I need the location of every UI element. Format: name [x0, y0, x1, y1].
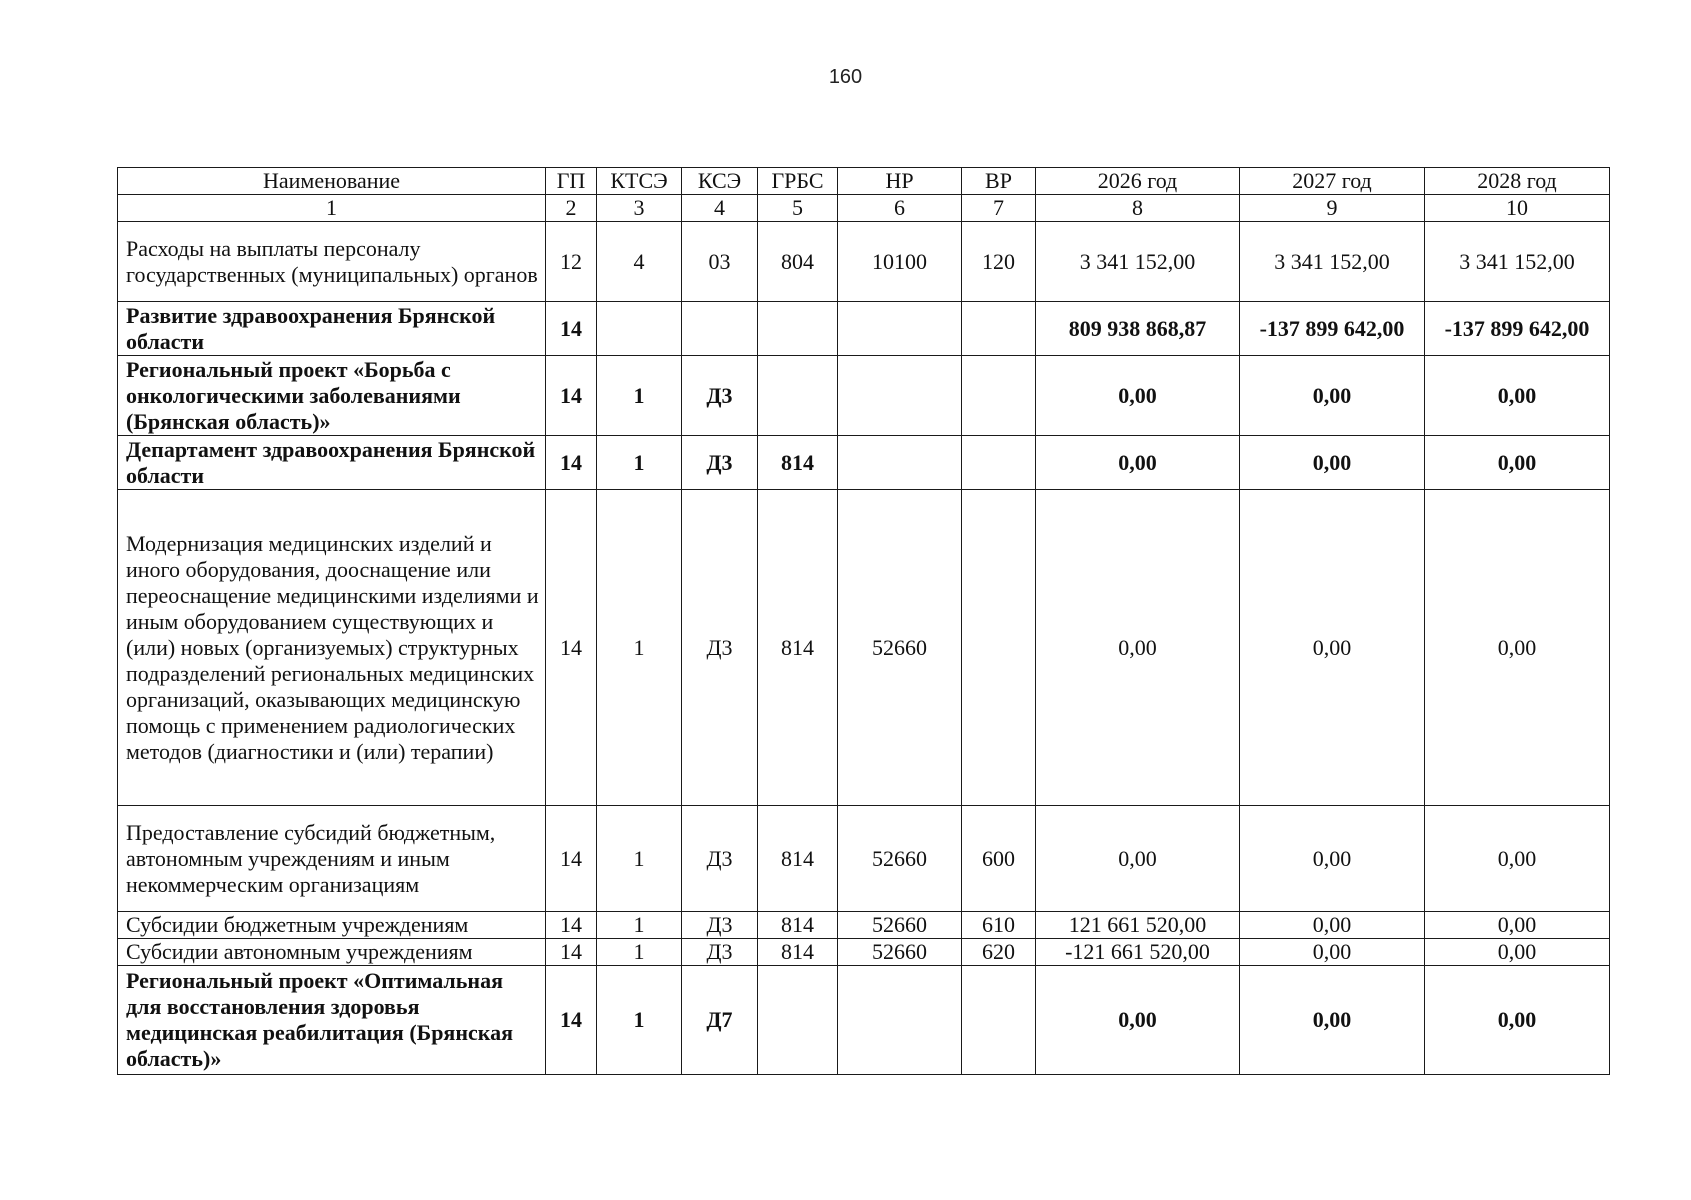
cell-2028: 3 341 152,00	[1425, 222, 1610, 302]
cell-2027: 0,00	[1240, 490, 1425, 806]
header-2026: 2026 год	[1036, 168, 1240, 195]
table-row	[118, 436, 1610, 490]
header-vr: ВР	[962, 168, 1036, 195]
header-ktse: КТСЭ	[597, 168, 682, 195]
cell-vr	[962, 356, 1036, 436]
budget-table	[117, 167, 1610, 1075]
cell-vr: 620	[962, 939, 1036, 966]
cell-2027: 0,00	[1240, 356, 1425, 436]
header-kse: КСЭ	[682, 168, 758, 195]
table-row	[118, 222, 1610, 302]
cell-ktse: 1	[597, 939, 682, 966]
column-number: 7	[962, 195, 1036, 222]
cell-name: Субсидии бюджетным учреждениям	[118, 912, 546, 939]
column-number: 5	[758, 195, 838, 222]
cell-name: Региональный проект «Борьба с онкологическими заболеваниями (Брянская область)»	[118, 356, 546, 436]
cell-nr: 52660	[838, 490, 962, 806]
cell-kse: Д3	[682, 356, 758, 436]
cell-grbs: 814	[758, 490, 838, 806]
cell-gp: 14	[546, 966, 597, 1075]
cell-grbs: 804	[758, 222, 838, 302]
cell-gp: 14	[546, 490, 597, 806]
cell-grbs: 814	[758, 806, 838, 912]
cell-gp: 14	[546, 806, 597, 912]
cell-2027: -137 899 642,00	[1240, 302, 1425, 356]
table-row	[118, 490, 1610, 806]
cell-2028: 0,00	[1425, 966, 1610, 1075]
cell-name: Департамент здравоохранения Брянской области	[118, 436, 546, 490]
cell-2028: -137 899 642,00	[1425, 302, 1610, 356]
header-grbs: ГРБС	[758, 168, 838, 195]
cell-2027: 0,00	[1240, 939, 1425, 966]
page-number: 160	[828, 66, 863, 88]
column-number: 10	[1425, 195, 1610, 222]
cell-ktse: 4	[597, 222, 682, 302]
header-name: Наименование	[118, 168, 546, 195]
cell-grbs: 814	[758, 912, 838, 939]
cell-2028: 0,00	[1425, 436, 1610, 490]
cell-grbs	[758, 302, 838, 356]
column-numbers-row	[118, 195, 1610, 222]
cell-grbs: 814	[758, 939, 838, 966]
table-row	[118, 939, 1610, 966]
cell-gp: 14	[546, 436, 597, 490]
cell-vr: 120	[962, 222, 1036, 302]
header-2028: 2028 год	[1425, 168, 1610, 195]
cell-2028: 0,00	[1425, 806, 1610, 912]
cell-2026: 0,00	[1036, 436, 1240, 490]
column-number: 2	[546, 195, 597, 222]
cell-gp: 14	[546, 912, 597, 939]
cell-gp: 12	[546, 222, 597, 302]
cell-name: Региональный проект «Оптимальная для восстановления здоровья медицинская реабилитация (Брянская область)»	[118, 966, 546, 1075]
table-row	[118, 806, 1610, 912]
cell-2026: 0,00	[1036, 806, 1240, 912]
cell-2028: 0,00	[1425, 356, 1610, 436]
table-header	[118, 168, 1610, 195]
cell-2028: 0,00	[1425, 939, 1610, 966]
cell-2026: 0,00	[1036, 966, 1240, 1075]
cell-kse: Д3	[682, 806, 758, 912]
cell-2026: 121 661 520,00	[1036, 912, 1240, 939]
cell-vr	[962, 436, 1036, 490]
cell-name: Субсидии автономным учреждениям	[118, 939, 546, 966]
cell-name: Развитие здравоохранения Брянской области	[118, 302, 546, 356]
table-row	[118, 966, 1610, 1075]
cell-kse	[682, 302, 758, 356]
cell-nr	[838, 356, 962, 436]
cell-kse: Д3	[682, 912, 758, 939]
cell-kse: Д7	[682, 966, 758, 1075]
cell-2026: 0,00	[1036, 490, 1240, 806]
table-row	[118, 356, 1610, 436]
cell-2026: 0,00	[1036, 356, 1240, 436]
column-number: 8	[1036, 195, 1240, 222]
cell-gp: 14	[546, 302, 597, 356]
cell-2027: 0,00	[1240, 436, 1425, 490]
cell-grbs	[758, 356, 838, 436]
cell-vr	[962, 490, 1036, 806]
cell-2027: 0,00	[1240, 966, 1425, 1075]
cell-nr	[838, 436, 962, 490]
cell-2026: -121 661 520,00	[1036, 939, 1240, 966]
cell-2026: 809 938 868,87	[1036, 302, 1240, 356]
cell-grbs	[758, 966, 838, 1075]
cell-kse: 03	[682, 222, 758, 302]
cell-vr	[962, 302, 1036, 356]
cell-2028: 0,00	[1425, 490, 1610, 806]
cell-vr: 600	[962, 806, 1036, 912]
cell-name: Расходы на выплаты персоналу государственных (муниципальных) органов	[118, 222, 546, 302]
cell-nr: 52660	[838, 806, 962, 912]
cell-ktse: 1	[597, 806, 682, 912]
cell-2028: 0,00	[1425, 912, 1610, 939]
cell-nr: 52660	[838, 939, 962, 966]
cell-ktse: 1	[597, 436, 682, 490]
cell-ktse	[597, 302, 682, 356]
cell-kse: Д3	[682, 939, 758, 966]
header-row	[118, 168, 1610, 195]
cell-ktse: 1	[597, 966, 682, 1075]
cell-2027: 3 341 152,00	[1240, 222, 1425, 302]
cell-ktse: 1	[597, 356, 682, 436]
header-gp: ГП	[546, 168, 597, 195]
cell-name: Модернизация медицинских изделий и иного оборудования, дооснащение или переоснащение медицинскими изделиями и иным оборудованием существующих и (или) новых (организуемых) структурных подразделений региональных медицинских организаций, оказывающих медицинскую помощь с применением радиологических методов (диагностики и (или) терапии)	[118, 490, 546, 806]
column-number: 1	[118, 195, 546, 222]
cell-kse: Д3	[682, 436, 758, 490]
cell-2027: 0,00	[1240, 806, 1425, 912]
cell-2027: 0,00	[1240, 912, 1425, 939]
cell-gp: 14	[546, 939, 597, 966]
header-2027: 2027 год	[1240, 168, 1425, 195]
cell-grbs: 814	[758, 436, 838, 490]
cell-gp: 14	[546, 356, 597, 436]
column-number: 4	[682, 195, 758, 222]
cell-vr	[962, 966, 1036, 1075]
cell-ktse: 1	[597, 490, 682, 806]
cell-vr: 610	[962, 912, 1036, 939]
table-body	[118, 195, 1610, 1075]
cell-nr: 10100	[838, 222, 962, 302]
cell-nr	[838, 966, 962, 1075]
cell-kse: Д3	[682, 490, 758, 806]
column-number: 9	[1240, 195, 1425, 222]
table-row	[118, 912, 1610, 939]
cell-nr: 52660	[838, 912, 962, 939]
column-number: 3	[597, 195, 682, 222]
cell-name: Предоставление субсидий бюджетным, автономным учреждениям и иным некоммерческим организациям	[118, 806, 546, 912]
column-number: 6	[838, 195, 962, 222]
cell-nr	[838, 302, 962, 356]
cell-2026: 3 341 152,00	[1036, 222, 1240, 302]
table-row	[118, 302, 1610, 356]
cell-ktse: 1	[597, 912, 682, 939]
header-nr: НР	[838, 168, 962, 195]
